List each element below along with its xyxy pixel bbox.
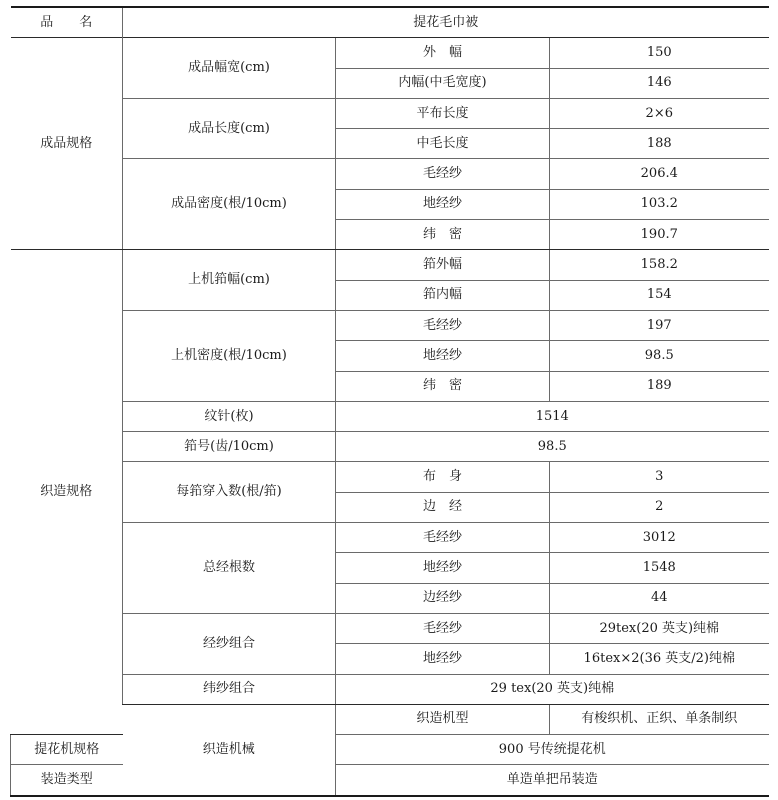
total-ends-edge-value: 44 <box>550 583 769 613</box>
hooks-label: 纹针(枚) <box>123 401 336 431</box>
jacquard-label: 提花机规格 <box>11 735 123 765</box>
finished-length-label: 成品长度(cm) <box>123 98 336 159</box>
total-ends-pile-label: 毛经纱 <box>336 523 550 553</box>
loom-density-weft-value: 189 <box>550 371 769 401</box>
total-ends-ground-label: 地经纱 <box>336 553 550 583</box>
finished-width-outer-label: 外 幅 <box>336 38 550 68</box>
finished-density-ground-label: 地经纱 <box>336 189 550 219</box>
reed-width-outer-label: 筘外幅 <box>336 250 550 280</box>
total-ends-ground-value: 1548 <box>550 553 769 583</box>
finished-width-inner-value: 146 <box>550 68 769 98</box>
reed-width-inner-label: 筘内幅 <box>336 280 550 310</box>
harness-value: 单造单把吊装造 <box>336 765 769 796</box>
finished-length-plain-value: 2×6 <box>550 98 769 128</box>
product-name-value: 提花毛巾被 <box>123 7 769 38</box>
finished-density-weft-label: 纬 密 <box>336 220 550 250</box>
ends-per-dent-edge-label: 边 经 <box>336 492 550 522</box>
warp-combo-ground-value: 16tex×2(36 英支/2)纯棉 <box>550 644 769 674</box>
table-row <box>11 704 769 734</box>
loom-type-value: 有梭织机、正织、单条制织 <box>550 704 769 734</box>
warp-combo-pile-label: 毛经纱 <box>336 613 550 643</box>
loom-type-label: 织造机型 <box>336 704 550 734</box>
total-ends-label: 总经根数 <box>123 523 336 614</box>
table-row <box>11 613 769 643</box>
finished-width-inner-label: 内幅(中毛宽度) <box>336 68 550 98</box>
table-row <box>11 462 769 492</box>
reed-width-outer-value: 158.2 <box>550 250 769 280</box>
section-title-weaving: 织造规格 <box>11 250 123 735</box>
loom-density-label: 上机密度(根/10cm) <box>123 310 336 401</box>
total-ends-pile-value: 3012 <box>550 523 769 553</box>
finished-density-pile-label: 毛经纱 <box>336 159 550 189</box>
finished-density-label: 成品密度(根/10cm) <box>123 159 336 250</box>
reed-no-value: 98.5 <box>336 432 769 462</box>
table-row <box>11 674 769 704</box>
ends-per-dent-body-value: 3 <box>550 462 769 492</box>
ends-per-dent-body-label: 布 身 <box>336 462 550 492</box>
loom-density-weft-label: 纬 密 <box>336 371 550 401</box>
total-ends-edge-label: 边经纱 <box>336 583 550 613</box>
reed-width-inner-value: 154 <box>550 280 769 310</box>
ends-per-dent-label: 每筘穿入数(根/筘) <box>123 462 336 523</box>
table-row <box>11 159 769 189</box>
finished-length-mid-label: 中毛长度 <box>336 129 550 159</box>
finished-density-weft-value: 190.7 <box>550 220 769 250</box>
warp-combo-pile-value: 29tex(20 英支)纯棉 <box>550 613 769 643</box>
ends-per-dent-edge-value: 2 <box>550 492 769 522</box>
finished-density-ground-value: 103.2 <box>550 189 769 219</box>
finished-length-mid-value: 188 <box>550 129 769 159</box>
table-row <box>11 98 769 128</box>
reed-width-label: 上机筘幅(cm) <box>123 250 336 311</box>
jacquard-value: 900 号传统提花机 <box>336 735 769 765</box>
weft-combo-label: 纬纱组合 <box>123 674 336 704</box>
table-row <box>11 250 769 280</box>
warp-combo-label: 经纱组合 <box>123 613 336 674</box>
section-title-machinery: 织造机械 <box>123 704 336 795</box>
table-row <box>11 401 769 431</box>
header-row <box>11 7 769 38</box>
finished-length-plain-label: 平布长度 <box>336 98 550 128</box>
loom-density-pile-label: 毛经纱 <box>336 310 550 340</box>
table-row <box>11 523 769 553</box>
section-title-finished: 成品规格 <box>11 38 123 250</box>
loom-density-ground-value: 98.5 <box>550 341 769 371</box>
product-name-label: 品 名 <box>11 7 123 38</box>
reed-no-label: 筘号(齿/10cm) <box>123 432 336 462</box>
spec-table <box>10 6 769 797</box>
hooks-value: 1514 <box>336 401 769 431</box>
finished-width-outer-value: 150 <box>550 38 769 68</box>
table-row <box>11 310 769 340</box>
harness-label: 装造类型 <box>11 765 123 796</box>
table-row <box>11 38 769 68</box>
table-row <box>11 432 769 462</box>
loom-density-ground-label: 地经纱 <box>336 341 550 371</box>
warp-combo-ground-label: 地经纱 <box>336 644 550 674</box>
finished-density-pile-value: 206.4 <box>550 159 769 189</box>
loom-density-pile-value: 197 <box>550 310 769 340</box>
weft-combo-value: 29 tex(20 英支)纯棉 <box>336 674 769 704</box>
finished-width-label: 成品幅宽(cm) <box>123 38 336 99</box>
